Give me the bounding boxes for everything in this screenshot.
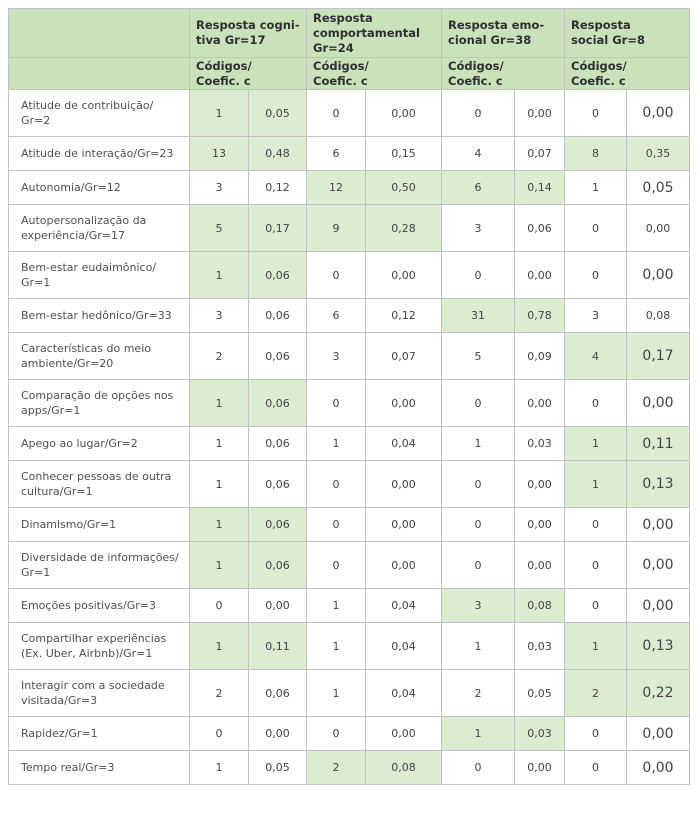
code-count-cell: 2 [307, 751, 366, 785]
row-label: Autopersonalização da experiência/Gr=17 [9, 205, 190, 252]
row-label: Conhecer pessoas de outra cultura/Gr=1 [9, 461, 190, 508]
coefficient-cell: 0,06 [249, 508, 307, 542]
table-row [9, 205, 690, 252]
table-row [9, 589, 690, 623]
subheader-behavioral: Códigos/ Coefic. c [307, 58, 442, 90]
code-count-cell: 6 [442, 171, 515, 205]
coefficient-cell: 0,00 [366, 508, 442, 542]
table-row [9, 380, 690, 427]
coefficient-cell: 0,08 [627, 299, 690, 333]
row-label: Atitude de interação/Gr=23 [9, 137, 190, 171]
coefficient-cell: 0,00 [366, 542, 442, 589]
subheader-emotional: Códigos/ Coefic. c [442, 58, 565, 90]
table-row [9, 751, 690, 785]
code-count-cell: 1 [190, 623, 249, 670]
row-label: Emoções positivas/Gr=3 [9, 589, 190, 623]
coefficient-cell: 0,50 [366, 171, 442, 205]
coefficient-cell: 0,17 [249, 205, 307, 252]
code-count-cell: 1 [565, 623, 627, 670]
table-row [9, 299, 690, 333]
code-count-cell: 3 [565, 299, 627, 333]
code-count-cell: 0 [307, 252, 366, 299]
table-row [9, 717, 690, 751]
code-count-cell: 0 [442, 252, 515, 299]
coefficient-cell: 0,06 [249, 299, 307, 333]
code-count-cell: 0 [565, 717, 627, 751]
code-count-cell: 0 [565, 542, 627, 589]
code-count-cell: 2 [565, 670, 627, 717]
code-count-cell: 0 [307, 717, 366, 751]
table-row [9, 427, 690, 461]
coefficient-cell: 0,00 [627, 90, 690, 137]
code-count-cell: 1 [190, 252, 249, 299]
table-row [9, 137, 690, 171]
header-corner [9, 9, 190, 58]
code-count-cell: 6 [307, 299, 366, 333]
code-count-cell: 0 [307, 90, 366, 137]
coefficient-cell: 0,00 [627, 589, 690, 623]
code-count-cell: 0 [565, 380, 627, 427]
coefficient-cell: 0,05 [515, 670, 565, 717]
code-count-cell: 3 [190, 299, 249, 333]
coefficient-cell: 0,07 [366, 333, 442, 380]
subheader-cognitive: Códigos/ Coefic. c [190, 58, 307, 90]
coefficient-cell: 0,04 [366, 670, 442, 717]
code-count-cell: 0 [307, 508, 366, 542]
code-count-cell: 8 [565, 137, 627, 171]
code-count-cell: 1 [307, 589, 366, 623]
coefficient-cell: 0,12 [249, 171, 307, 205]
code-count-cell: 3 [442, 589, 515, 623]
coefficient-cell: 0,06 [249, 252, 307, 299]
code-count-cell: 0 [190, 717, 249, 751]
coefficient-cell: 0,00 [366, 717, 442, 751]
coefficient-cell: 0,07 [515, 137, 565, 171]
code-count-cell: 1 [190, 461, 249, 508]
coefficient-cell: 0,15 [366, 137, 442, 171]
table-row [9, 623, 690, 670]
code-count-cell: 0 [442, 751, 515, 785]
code-count-cell: 1 [190, 751, 249, 785]
code-count-cell: 2 [442, 670, 515, 717]
coefficient-cell: 0,00 [515, 751, 565, 785]
code-count-cell: 1 [307, 427, 366, 461]
coefficient-cell: 0,00 [249, 717, 307, 751]
row-label: Interagir com a sociedade visitada/Gr=3 [9, 670, 190, 717]
code-count-cell: 0 [565, 205, 627, 252]
coefficient-cell: 0,00 [627, 508, 690, 542]
row-label: Bem-estar hedônico/Gr=33 [9, 299, 190, 333]
code-count-cell: 1 [442, 623, 515, 670]
coefficient-cell: 0,04 [366, 623, 442, 670]
coefficient-cell: 0,06 [249, 333, 307, 380]
code-count-cell: 31 [442, 299, 515, 333]
coefficient-cell: 0,06 [249, 427, 307, 461]
coefficient-cell: 0,06 [515, 205, 565, 252]
coefficient-cell: 0,35 [627, 137, 690, 171]
code-count-cell: 2 [190, 333, 249, 380]
coefficient-cell: 0,00 [515, 380, 565, 427]
coefficient-cell: 0,06 [249, 461, 307, 508]
code-count-cell: 1 [190, 427, 249, 461]
code-count-cell: 0 [442, 508, 515, 542]
code-count-cell: 1 [190, 508, 249, 542]
coefficient-cell: 0,11 [627, 427, 690, 461]
row-label: Compartilhar experiências (Ex. Uber, Airbnb)/Gr=1 [9, 623, 190, 670]
coefficient-cell: 0,48 [249, 137, 307, 171]
table-row [9, 461, 690, 508]
code-count-cell: 1 [190, 90, 249, 137]
table-body [9, 90, 690, 785]
code-count-cell: 1 [190, 380, 249, 427]
code-count-cell: 0 [442, 90, 515, 137]
coefficient-cell: 0,00 [627, 751, 690, 785]
row-label: Bem-estar eudaimônico/ Gr=1 [9, 252, 190, 299]
row-label: Comparação de opções nos apps/Gr=1 [9, 380, 190, 427]
code-count-cell: 0 [565, 751, 627, 785]
coefficient-cell: 0,28 [366, 205, 442, 252]
table-row [9, 252, 690, 299]
coefficient-cell: 0,00 [249, 589, 307, 623]
header-row-sub [9, 58, 690, 90]
code-count-cell: 0 [442, 542, 515, 589]
coefficient-cell: 0,00 [366, 252, 442, 299]
row-label: Características do meio ambiente/Gr=20 [9, 333, 190, 380]
coefficient-cell: 0,00 [515, 461, 565, 508]
code-count-cell: 0 [442, 461, 515, 508]
coefficient-cell: 0,08 [515, 589, 565, 623]
code-count-cell: 3 [190, 171, 249, 205]
header-behavioral: Resposta comportamental Gr=24 [307, 9, 442, 58]
coefficient-cell: 0,11 [249, 623, 307, 670]
coefficient-cell: 0,00 [627, 542, 690, 589]
code-count-cell: 9 [307, 205, 366, 252]
coefficient-cell: 0,03 [515, 427, 565, 461]
coefficient-cell: 0,00 [627, 717, 690, 751]
coefficient-cell: 0,00 [515, 542, 565, 589]
table-row [9, 508, 690, 542]
row-label: Autonomia/Gr=12 [9, 171, 190, 205]
coefficient-cell: 0,03 [515, 717, 565, 751]
code-count-cell: 1 [190, 542, 249, 589]
coefficient-cell: 0,00 [515, 90, 565, 137]
coefficient-cell: 0,05 [249, 751, 307, 785]
subheader-social: Códigos/ Coefic. c [565, 58, 690, 90]
code-count-cell: 4 [565, 333, 627, 380]
table-row [9, 90, 690, 137]
coefficient-cell: 0,00 [366, 461, 442, 508]
coefficient-cell: 0,12 [366, 299, 442, 333]
coefficient-cell: 0,17 [627, 333, 690, 380]
code-count-cell: 1 [565, 171, 627, 205]
coefficient-cell: 0,06 [249, 380, 307, 427]
coefficient-cell: 0,00 [627, 252, 690, 299]
code-count-cell: 0 [190, 589, 249, 623]
row-label: Apego ao lugar/Gr=2 [9, 427, 190, 461]
coefficient-cell: 0,06 [249, 542, 307, 589]
code-count-cell: 1 [307, 670, 366, 717]
coefficient-cell: 0,22 [627, 670, 690, 717]
coefficient-cell: 0,00 [627, 380, 690, 427]
row-label: Diversidade de informações/ Gr=1 [9, 542, 190, 589]
code-count-cell: 1 [442, 717, 515, 751]
coefficient-cell: 0,00 [627, 205, 690, 252]
code-count-cell: 13 [190, 137, 249, 171]
code-count-cell: 1 [565, 461, 627, 508]
code-count-cell: 0 [565, 90, 627, 137]
header-corner-sub [9, 58, 190, 90]
header-social: Resposta social Gr=8 [565, 9, 690, 58]
coefficient-cell: 0,00 [366, 90, 442, 137]
code-count-cell: 5 [190, 205, 249, 252]
code-count-cell: 6 [307, 137, 366, 171]
table-row [9, 171, 690, 205]
coefficient-cell: 0,00 [515, 508, 565, 542]
code-count-cell: 5 [442, 333, 515, 380]
code-count-cell: 0 [307, 461, 366, 508]
row-label: Atitude de contribuição/ Gr=2 [9, 90, 190, 137]
header-row-groups [9, 9, 690, 58]
code-count-cell: 0 [565, 252, 627, 299]
code-count-cell: 0 [307, 380, 366, 427]
row-label: Dinamismo/Gr=1 [9, 508, 190, 542]
code-count-cell: 1 [442, 427, 515, 461]
code-count-cell: 1 [307, 623, 366, 670]
coefficient-cell: 0,05 [627, 171, 690, 205]
coefficient-cell: 0,78 [515, 299, 565, 333]
coefficient-cell: 0,04 [366, 589, 442, 623]
coefficient-cell: 0,03 [515, 623, 565, 670]
coefficient-cell: 0,00 [366, 380, 442, 427]
coefficient-cell: 0,05 [249, 90, 307, 137]
coefficient-cell: 0,00 [515, 252, 565, 299]
code-count-cell: 0 [307, 542, 366, 589]
coefficient-cell: 0,13 [627, 623, 690, 670]
table-row [9, 542, 690, 589]
coefficient-cell: 0,09 [515, 333, 565, 380]
row-label: Rapidez/Gr=1 [9, 717, 190, 751]
code-count-cell: 0 [565, 508, 627, 542]
header-cognitive: Resposta cogni- tiva Gr=17 [190, 9, 307, 58]
table-row [9, 333, 690, 380]
code-count-cell: 3 [442, 205, 515, 252]
table-row [9, 670, 690, 717]
coefficient-cell: 0,06 [249, 670, 307, 717]
results-table [8, 8, 690, 785]
code-count-cell: 4 [442, 137, 515, 171]
code-count-cell: 0 [565, 589, 627, 623]
coefficient-cell: 0,04 [366, 427, 442, 461]
code-count-cell: 3 [307, 333, 366, 380]
code-count-cell: 1 [565, 427, 627, 461]
code-count-cell: 0 [442, 380, 515, 427]
code-count-cell: 12 [307, 171, 366, 205]
coefficient-cell: 0,13 [627, 461, 690, 508]
row-label: Tempo real/Gr=3 [9, 751, 190, 785]
header-emotional: Resposta emo- cional Gr=38 [442, 9, 565, 58]
code-count-cell: 2 [190, 670, 249, 717]
coefficient-cell: 0,08 [366, 751, 442, 785]
coefficient-cell: 0,14 [515, 171, 565, 205]
